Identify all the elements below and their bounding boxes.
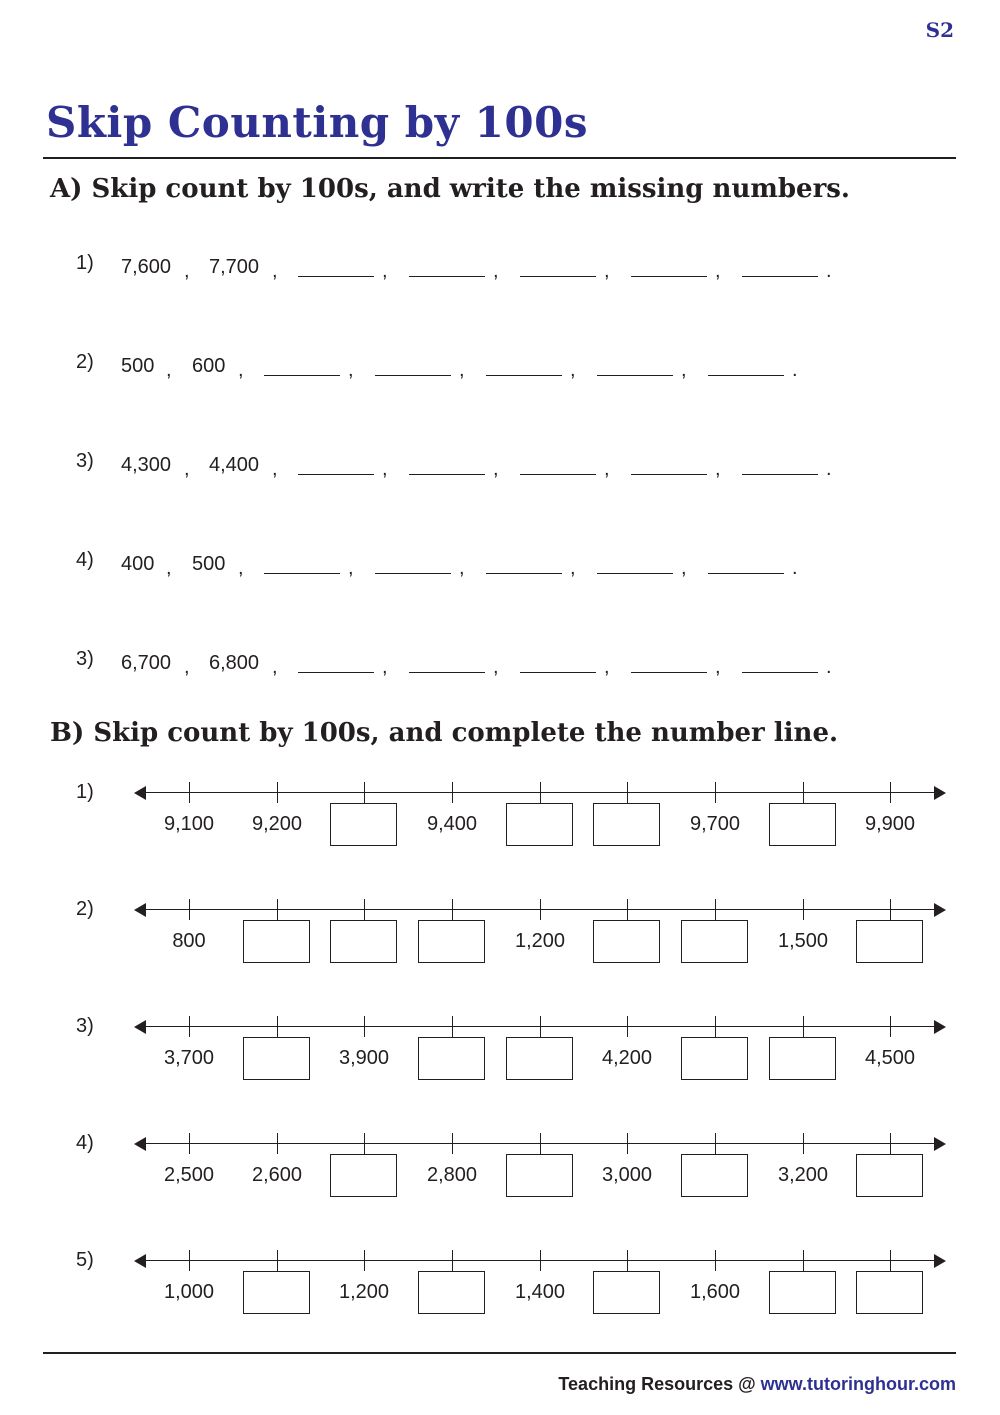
answer-blank[interactable] [409, 672, 485, 673]
comma: , [272, 260, 278, 282]
tick-label: 1,000 [163, 1281, 215, 1303]
tick-mark [452, 782, 453, 803]
arrow-left-icon [134, 1254, 146, 1268]
number-line-axis [140, 792, 938, 793]
tick-mark [189, 1016, 190, 1037]
arrow-left-icon [134, 1020, 146, 1034]
tick-label: 9,100 [163, 813, 215, 835]
row-number: 4) [76, 549, 94, 571]
answer-box[interactable] [330, 1154, 397, 1197]
comma: , [184, 260, 190, 282]
period: . [792, 557, 798, 579]
answer-blank[interactable] [486, 375, 562, 376]
answer-blank[interactable] [742, 276, 818, 277]
answer-blank[interactable] [409, 276, 485, 277]
tick-mark [890, 782, 891, 803]
tick-label: 9,700 [689, 813, 741, 835]
comma: , [382, 656, 388, 678]
answer-blank[interactable] [520, 474, 596, 475]
answer-box[interactable] [506, 803, 573, 846]
comma: , [493, 260, 499, 282]
number-line [0, 781, 1000, 861]
answer-blank[interactable] [631, 474, 707, 475]
number-line [0, 1132, 1000, 1212]
answer-blank[interactable] [520, 672, 596, 673]
line-number: 2) [76, 898, 94, 920]
comma: , [715, 458, 721, 480]
tick-mark [540, 1016, 541, 1037]
tick-mark [189, 1133, 190, 1154]
answer-blank[interactable] [708, 375, 784, 376]
comma: , [681, 557, 687, 579]
period: . [826, 656, 832, 678]
title-divider [43, 157, 956, 159]
comma: , [459, 359, 465, 381]
tick-mark [803, 1016, 804, 1037]
arrow-right-icon [934, 1254, 946, 1268]
tick-mark [452, 1016, 453, 1037]
arrow-right-icon [934, 786, 946, 800]
comma: , [166, 557, 172, 579]
tick-label: 800 [172, 930, 206, 952]
tick-mark [890, 1250, 891, 1271]
answer-blank[interactable] [409, 474, 485, 475]
answer-box[interactable] [330, 803, 397, 846]
answer-box[interactable] [243, 920, 310, 963]
tick-mark [452, 899, 453, 920]
comma: , [184, 458, 190, 480]
arrow-right-icon [934, 1137, 946, 1151]
given-number: 4,300 [121, 454, 172, 476]
tick-mark [452, 1133, 453, 1154]
number-line [0, 1249, 1000, 1329]
page-title: Skip Counting by 100s [46, 98, 588, 147]
number-line [0, 898, 1000, 978]
row-number: 1) [76, 252, 94, 274]
tick-label: 1,200 [514, 930, 566, 952]
tick-label: 3,900 [338, 1047, 390, 1069]
row-number: 3) [76, 450, 94, 472]
missing-number-row [0, 351, 1000, 391]
number-line-axis [140, 909, 938, 910]
comma: , [604, 260, 610, 282]
number-line-axis [140, 1026, 938, 1027]
answer-blank[interactable] [597, 573, 673, 574]
tick-label: 3,000 [601, 1164, 653, 1186]
tick-mark [540, 1133, 541, 1154]
answer-box[interactable] [769, 1271, 836, 1314]
tick-label: 1,200 [338, 1281, 390, 1303]
comma: , [382, 458, 388, 480]
tick-mark [803, 1133, 804, 1154]
tick-mark [890, 899, 891, 920]
answer-box[interactable] [418, 1037, 485, 1080]
answer-blank[interactable] [375, 573, 451, 574]
answer-blank[interactable] [742, 474, 818, 475]
given-number: 4,400 [209, 454, 260, 476]
tick-mark [277, 782, 278, 803]
answer-box[interactable] [769, 1037, 836, 1080]
footer-divider [43, 1352, 956, 1354]
tick-mark [715, 1133, 716, 1154]
section-b-heading: B) Skip count by 100s, and complete the number line. [50, 718, 839, 748]
tick-mark [715, 1016, 716, 1037]
tick-mark [627, 1250, 628, 1271]
line-number: 4) [76, 1132, 94, 1154]
answer-box[interactable] [593, 1271, 660, 1314]
tick-mark [803, 1250, 804, 1271]
answer-blank[interactable] [298, 276, 374, 277]
answer-box[interactable] [243, 1037, 310, 1080]
comma: , [604, 458, 610, 480]
tick-label: 4,500 [864, 1047, 916, 1069]
tick-label: 2,800 [426, 1164, 478, 1186]
row-number: 2) [76, 351, 94, 373]
answer-box[interactable] [856, 1154, 923, 1197]
answer-box[interactable] [506, 1037, 573, 1080]
tick-mark [364, 899, 365, 920]
tick-mark [277, 1133, 278, 1154]
given-number: 7,600 [121, 256, 172, 278]
tick-mark [189, 899, 190, 920]
number-line [0, 1015, 1000, 1095]
tick-label: 9,200 [251, 813, 303, 835]
tick-label: 1,600 [689, 1281, 741, 1303]
tick-mark [890, 1133, 891, 1154]
comma: , [681, 359, 687, 381]
tick-mark [803, 782, 804, 803]
answer-blank[interactable] [375, 375, 451, 376]
answer-blank[interactable] [708, 573, 784, 574]
tick-mark [189, 782, 190, 803]
number-line-axis [140, 1143, 938, 1144]
answer-blank[interactable] [631, 276, 707, 277]
given-number: 6,800 [209, 652, 260, 674]
given-number: 500 [192, 553, 226, 575]
tick-label: 4,200 [601, 1047, 653, 1069]
answer-box[interactable] [593, 920, 660, 963]
arrow-left-icon [134, 786, 146, 800]
comma: , [715, 260, 721, 282]
missing-number-row [0, 648, 1000, 688]
missing-number-row [0, 252, 1000, 292]
answer-blank[interactable] [520, 276, 596, 277]
line-number: 3) [76, 1015, 94, 1037]
answer-box[interactable] [856, 1271, 923, 1314]
footer-url[interactable]: www.tutoringhour.com [760, 1374, 956, 1394]
tick-mark [890, 1016, 891, 1037]
comma: , [459, 557, 465, 579]
comma: , [184, 656, 190, 678]
answer-box[interactable] [593, 803, 660, 846]
arrow-left-icon [134, 903, 146, 917]
tick-mark [715, 899, 716, 920]
tick-mark [803, 899, 804, 920]
tick-label: 2,600 [251, 1164, 303, 1186]
section-a-heading: A) Skip count by 100s, and write the missing numbers. [50, 174, 850, 204]
period: . [826, 260, 832, 282]
tick-label: 3,700 [163, 1047, 215, 1069]
missing-number-row [0, 549, 1000, 589]
answer-box[interactable] [681, 920, 748, 963]
given-number: 400 [121, 553, 155, 575]
tick-mark [627, 1016, 628, 1037]
tick-mark [540, 1250, 541, 1271]
answer-blank[interactable] [264, 573, 340, 574]
answer-blank[interactable] [597, 375, 673, 376]
tick-mark [364, 1250, 365, 1271]
comma: , [166, 359, 172, 381]
answer-box[interactable] [769, 803, 836, 846]
comma: , [570, 359, 576, 381]
comma: , [272, 458, 278, 480]
worksheet-code: S2 [925, 18, 954, 42]
tick-mark [277, 1250, 278, 1271]
comma: , [604, 656, 610, 678]
answer-blank[interactable] [486, 573, 562, 574]
line-number: 5) [76, 1249, 94, 1271]
comma: , [238, 359, 244, 381]
tick-label: 1,500 [777, 930, 829, 952]
answer-box[interactable] [506, 1154, 573, 1197]
arrow-right-icon [934, 1020, 946, 1034]
given-number: 6,700 [121, 652, 172, 674]
tick-mark [452, 1250, 453, 1271]
comma: , [348, 557, 354, 579]
tick-mark [627, 899, 628, 920]
answer-blank[interactable] [631, 672, 707, 673]
tick-mark [715, 1250, 716, 1271]
comma: , [570, 557, 576, 579]
tick-mark [364, 1133, 365, 1154]
comma: , [493, 458, 499, 480]
comma: , [348, 359, 354, 381]
tick-label: 9,900 [864, 813, 916, 835]
tick-mark [540, 899, 541, 920]
tick-mark [627, 1133, 628, 1154]
answer-box[interactable] [418, 1271, 485, 1314]
answer-box[interactable] [243, 1271, 310, 1314]
tick-mark [277, 899, 278, 920]
answer-box[interactable] [681, 1154, 748, 1197]
answer-box[interactable] [681, 1037, 748, 1080]
row-number: 3) [76, 648, 94, 670]
tick-mark [627, 782, 628, 803]
answer-blank[interactable] [264, 375, 340, 376]
tick-mark [277, 1016, 278, 1037]
tick-mark [364, 782, 365, 803]
comma: , [272, 656, 278, 678]
tick-mark [540, 782, 541, 803]
arrow-left-icon [134, 1137, 146, 1151]
missing-number-row [0, 450, 1000, 490]
period: . [792, 359, 798, 381]
tick-mark [364, 1016, 365, 1037]
line-number: 1) [76, 781, 94, 803]
footer-prefix: Teaching Resources @ [558, 1374, 761, 1394]
answer-box[interactable] [330, 920, 397, 963]
period: . [826, 458, 832, 480]
given-number: 500 [121, 355, 155, 377]
arrow-right-icon [934, 903, 946, 917]
answer-box[interactable] [418, 920, 485, 963]
answer-box[interactable] [856, 920, 923, 963]
tick-label: 1,400 [514, 1281, 566, 1303]
comma: , [382, 260, 388, 282]
tick-label: 9,400 [426, 813, 478, 835]
tick-label: 3,200 [777, 1164, 829, 1186]
tick-mark [189, 1250, 190, 1271]
comma: , [715, 656, 721, 678]
given-number: 600 [192, 355, 226, 377]
comma: , [238, 557, 244, 579]
answer-blank[interactable] [742, 672, 818, 673]
given-number: 7,700 [209, 256, 260, 278]
tick-mark [715, 782, 716, 803]
footer [558, 1374, 956, 1395]
number-line-axis [140, 1260, 938, 1261]
tick-label: 2,500 [163, 1164, 215, 1186]
answer-blank[interactable] [298, 474, 374, 475]
answer-blank[interactable] [298, 672, 374, 673]
comma: , [493, 656, 499, 678]
